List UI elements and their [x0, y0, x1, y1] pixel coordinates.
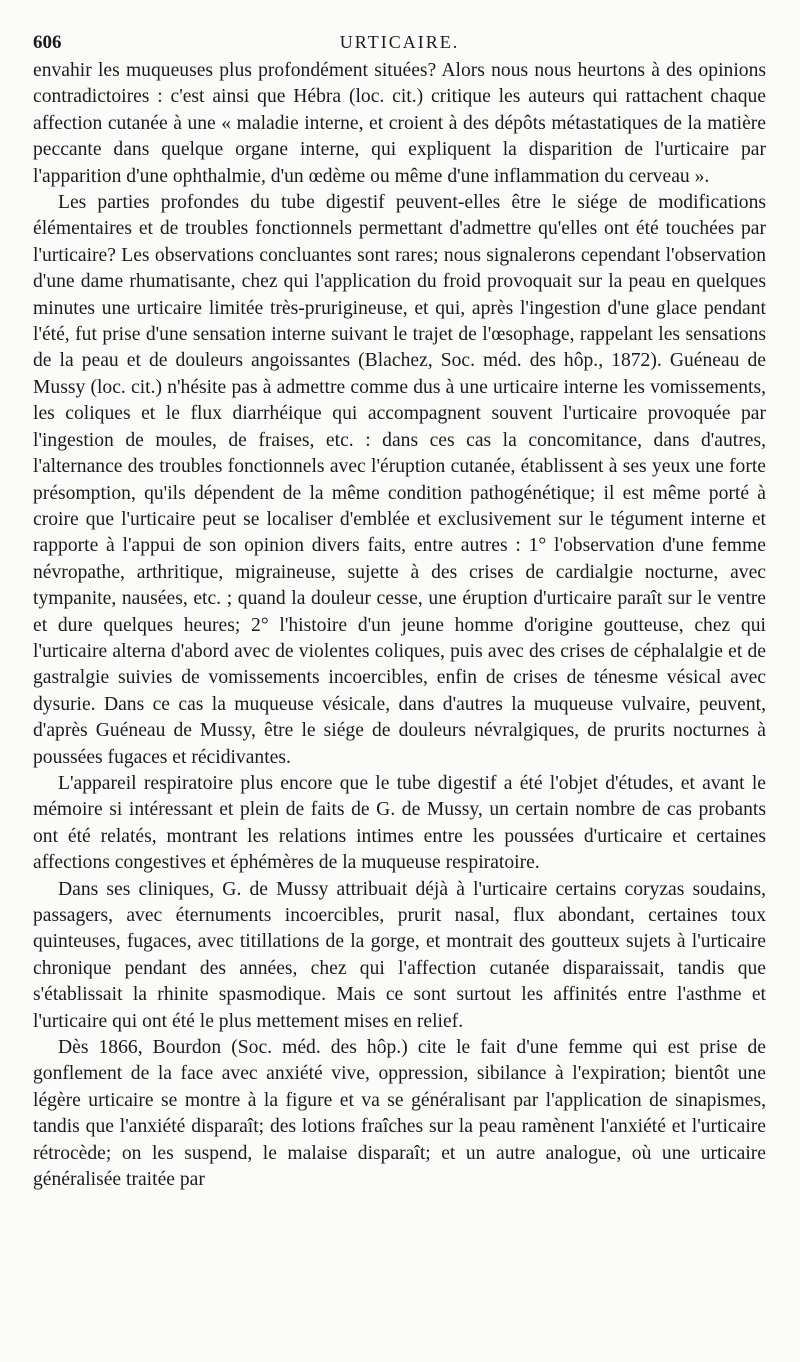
- paragraph-continuation: envahir les muqueuses plus profondément situées? Alors nous nous heurtons à des opinions contradictoires : c'est ainsi que Hébra (loc. cit.) critique les auteurs qui rattachent chaque affection cutanée à une « maladie interne, et croient à des dépôts métastatiques de la matière peccante dans quelque organe interne, qui expliquent la disparition de l'urticaire par l'apparition d'une ophthalmie, d'un œdème ou même d'une inflammation du cerveau ».: [33, 60, 766, 187]
- running-head: [33, 28, 766, 58]
- running-title: URTICAIRE.: [339, 32, 460, 52]
- page-number: 606: [33, 32, 62, 53]
- paragraph-cliniques: Dans ses cliniques, G. de Mussy attribuait déjà à l'urticaire certains coryzas soudains, passagers, avec éternuments incoercibles, prurit nasal, flux abondant, certaines toux quinteuses, fugaces, avec titillations de la gorge, et montrait des goutteux sujets à l'urticaire chronique pendant des années, chez qui l'affection cutanée disparaissait, tandis que s'établissait la rhinite spasmodique. Mais ce sont surtout les affinités entre l'asthme et l'urticaire qui ont été le plus mettement mises en relief.: [33, 878, 766, 1032]
- paragraph-bourdon: Dès 1866, Bourdon (Soc. méd. des hôp.) cite le fait d'une femme qui est prise de gonflement de la face avec anxiété vive, oppression, sibilance à l'expiration; bientôt une légère urticaire se montre à la figure et va se généralisant par l'application de sinapismes, tandis que l'anxiété disparaît; des lotions fraîches sur la peau ramènent l'anxiété et l'urticaire rétrocède; on les suspend, le malaise disparaît; et un autre analogue, où une urticaire généralisée traitée par: [33, 1037, 766, 1191]
- body-text: [33, 58, 766, 1193]
- paragraph-tube-digestif: Les parties profondes du tube digestif peuvent-elles être le siége de modifications élémentaires et de troubles fonctionnels permettant d'admettre qu'elles ont été touchées par l'urticaire? Les observations concluantes sont rares; nous signalerons cependant l'observation d'une dame rhumatisante, chez qui l'application du froid provoquait sur la peau en quelques minutes une urticaire limitée très-prurigineuse, et qui, après l'ingestion d'une glace pendant l'été, fut prise d'une sensation interne suivant le trajet de l'œsophage, rappelant les sensations de la peau et de douleurs angoissantes (Blachez, Soc. méd. des hôp., 1872). Guéneau de Mussy (loc. cit.) n'hésite pas à admettre comme dus à une urticaire interne les vomissements, les coliques et le flux diarrhéique qui accompagnent souvent l'urticaire provoquée par l'ingestion de moules, de fraises, etc. : dans ces cas la concomitance, dans d'autres, l'alternance des troubles fonctionnels avec l'éruption cutanée, établissent à ses yeux une forte présomption, qu'ils dépendent de la même condition pathogénétique; il est même porté à croire que l'urticaire peut se localiser d'emblée et exclusivement sur le tégument interne et rapporte à l'appui de son opinion divers faits, entre autres : 1° l'observation d'une femme névropathe, arthritique, migraineuse, sujette à des crises de cardialgie nocturne, avec tympanite, nausées, etc. ; quand la douleur cesse, une éruption d'urticaire paraît sur le ventre et dure quelques heures; 2° l'histoire d'un jeune homme d'origine goutteuse, chez qui l'urticaire alterna d'abord avec de violentes coliques, puis avec des crises de céphalalgie et de gastralgie suivies de vomissements incoercibles, enfin de crises de ténesme vésical avec dysurie. Dans ce cas la muqueuse vésicale, dans d'autres la muqueuse vulvaire, peuvent, d'après Guéneau de Mussy, être le siége de douleurs névralgiques, de prurits nocturnes à poussées fugaces et récidivantes.: [33, 192, 766, 768]
- paragraph-appareil-respiratoire: L'appareil respiratoire plus encore que le tube digestif a été l'objet d'études, et avant le mémoire si intéressant et plein de faits de G. de Mussy, un certain nombre de cas probants ont été relatés, montrant les relations intimes entre les poussées d'urticaire et certaines affections congestives et éphémères de la muqueuse respiratoire.: [33, 772, 766, 874]
